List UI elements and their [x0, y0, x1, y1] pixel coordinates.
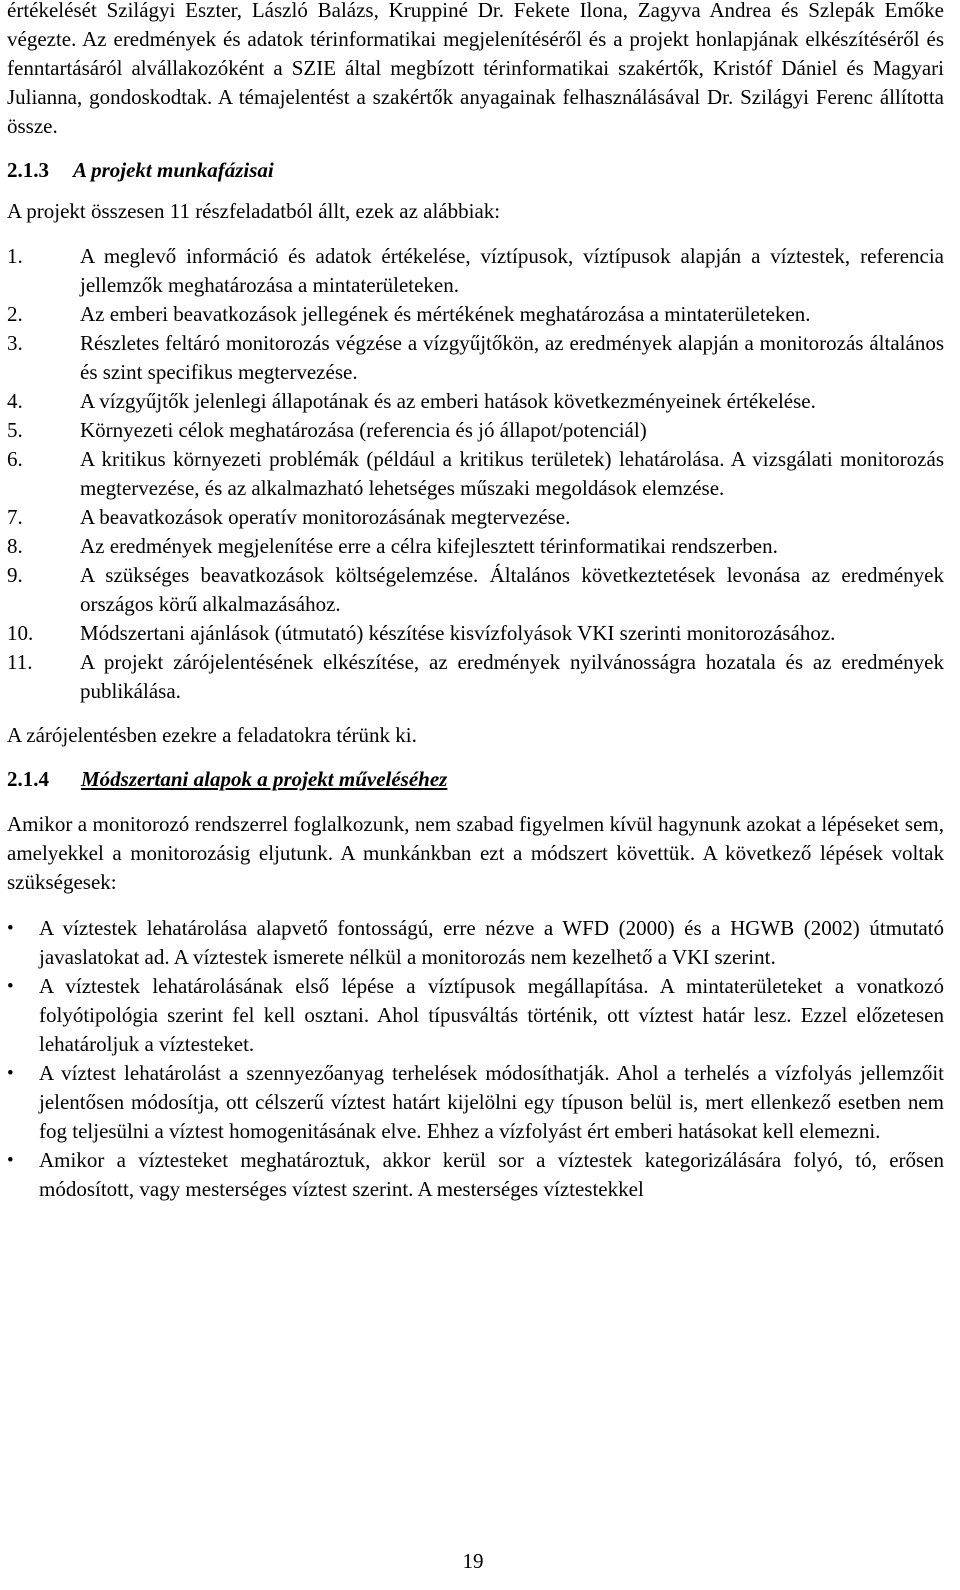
bullet-icon: • [7, 918, 14, 939]
list-item-text: A projekt zárójelentésének elkészítése, az eredmények nyilvánosságra hozatala és az eredmények publikálása. [80, 650, 944, 703]
section-number: 2.1.3 [7, 158, 49, 182]
list-item [7, 503, 944, 532]
bullet-icon: • [7, 1063, 14, 1084]
list-item-text: Az eredmények megjelenítése erre a célra kifejlesztett térinformatikai rendszerben. [80, 534, 778, 558]
list-item-number: 2. [7, 302, 23, 326]
bullet-text: A víztest lehatárolást a szennyezőanyag terhelések módosíthatják. Ahol a terhelés a vízfolyás jellemzőit jelentősen módosítja, ott célszerű víztest határt kijelölni egy típuson belül is, mert ellenkező esetben nem fog teljesülni a víztest homogenitásának elve. Ehhez a vízfolyást ért emberi hatásokat kell elemezni. [39, 1061, 944, 1143]
list-item-text: Módszertani ajánlások (útmutató) készítése kisvízfolyások VKI szerinti monitorozásához. [80, 621, 836, 645]
list-item-text: Részletes feltáró monitorozás végzése a vízgyűjtőkön, az eredmények alapján a monitorozás általános és szint specifikus megtervezése. [80, 331, 944, 384]
list-item-number: 5. [7, 418, 23, 442]
list-item-number: 3. [7, 331, 23, 355]
bullet-item [7, 1059, 944, 1146]
list-item-text: A beavatkozások operatív monitorozásának megtervezése. [80, 505, 571, 529]
project-phases-list [7, 242, 944, 706]
list-item-number: 9. [7, 563, 23, 587]
list-item-number: 11. [7, 650, 33, 674]
section-intro: A projekt összesen 11 részfeladatból állt, ezek az alábbiak: [7, 199, 501, 223]
list-item-text: A meglevő információ és adatok értékelése, víztípusok, víztípusok alapján a víztestek, referencia jellemzők meghatározása a mintaterületeken. [80, 244, 944, 297]
section-number: 2.1.4 [7, 767, 49, 791]
section-closing: A zárójelentésben ezekre a feladatokra térünk ki. [7, 723, 417, 747]
list-item-number: 7. [7, 505, 23, 529]
bullet-item [7, 972, 944, 1059]
list-item-number: 6. [7, 447, 23, 471]
bullet-item [7, 1146, 944, 1204]
list-item [7, 561, 944, 619]
section-title: Módszertani alapok a projekt műveléséhez [81, 767, 448, 791]
section-title: A projekt munkafázisai [73, 158, 274, 182]
list-item-text: A kritikus környezeti problémák (például a kritikus területek) lehatárolása. A vizsgálati monitorozás megtervezése, és az alkalmazható lehetséges műszaki megoldások elemzése. [80, 447, 944, 500]
methodology-steps-list [7, 914, 944, 1204]
document-page [7, 0, 944, 1204]
bullet-text: A víztestek lehatárolásának első lépése a víztípusok megállapítása. A mintaterületeket a vonatkozó folyótipológia szerint fel kell osztani. Ahol típusváltás történik, ott víztest határ lesz. Ezzel előzetesen lehatároljuk a víztesteket. [39, 974, 944, 1056]
list-item-text: Az emberi beavatkozások jellegének és mértékének meghatározása a mintaterületeken. [80, 302, 811, 326]
list-item-number: 1. [7, 244, 23, 268]
list-item [7, 445, 944, 503]
list-item [7, 300, 944, 329]
list-item-number: 10. [7, 621, 34, 645]
list-item-number: 8. [7, 534, 23, 558]
section-heading-2-1-3 [7, 156, 944, 185]
bullet-icon: • [7, 976, 14, 997]
list-item [7, 416, 944, 445]
methodology-paragraph: Amikor a monitorozó rendszerrel foglalkozunk, nem szabad figyelmen kívül hagynunk azokat a lépéseket sem, amelyekkel a monitorozásig eljutunk. A munkánkban ezt a módszert követtük. A következő lépések voltak szükségesek: [7, 812, 944, 894]
list-item [7, 619, 944, 648]
list-item [7, 387, 944, 416]
list-item [7, 648, 944, 706]
list-item [7, 242, 944, 300]
bullet-item [7, 914, 944, 972]
list-item-text: A vízgyűjtők jelenlegi állapotának és az emberi hatások következményeinek értékelése. [80, 389, 816, 413]
bullet-icon: • [7, 1150, 14, 1171]
bullet-text: A víztestek lehatárolása alapvető fontosságú, erre nézve a WFD (2000) és a HGWB (2002) útmutató javaslatokat ad. A víztestek ismerete nélkül a monitorozás nem kezelhető a VKI szerint. [39, 916, 944, 969]
bullet-text: Amikor a víztesteket meghatároztuk, akkor kerül sor a víztestek kategorizálására folyó, tó, erősen módosított, vagy mesterséges víztest szerint. A mesterséges víztestekkel [39, 1148, 944, 1201]
section-heading-2-1-4 [7, 765, 944, 794]
list-item-number: 4. [7, 389, 23, 413]
page-number: 19 [462, 1549, 484, 1573]
list-item-text: Környezeti célok meghatározása (referencia és jó állapot/potenciál) [80, 418, 647, 442]
list-item-text: A szükséges beavatkozások költségelemzése. Általános következtetések levonása az eredmények országos körű alkalmazásához. [80, 563, 944, 616]
intro-paragraph: értékelését Szilágyi Eszter, László Balázs, Kruppiné Dr. Fekete Ilona, Zagyva Andrea és Szlepák Emőke végezte. Az eredmények és adatok térinformatikai megjelenítéséről és a projekt honlapjának elkészítéséről és fenntartásáról alvállakozóként a SZIE által megbízott térinformatikai szakértők, Kristóf Dániel és Magyari Julianna, gondoskodtak. A témajelentést a szakértők anyagainak felhasználásával Dr. Szilágyi Ferenc állította össze. [7, 0, 944, 138]
list-item [7, 532, 944, 561]
list-item [7, 329, 944, 387]
